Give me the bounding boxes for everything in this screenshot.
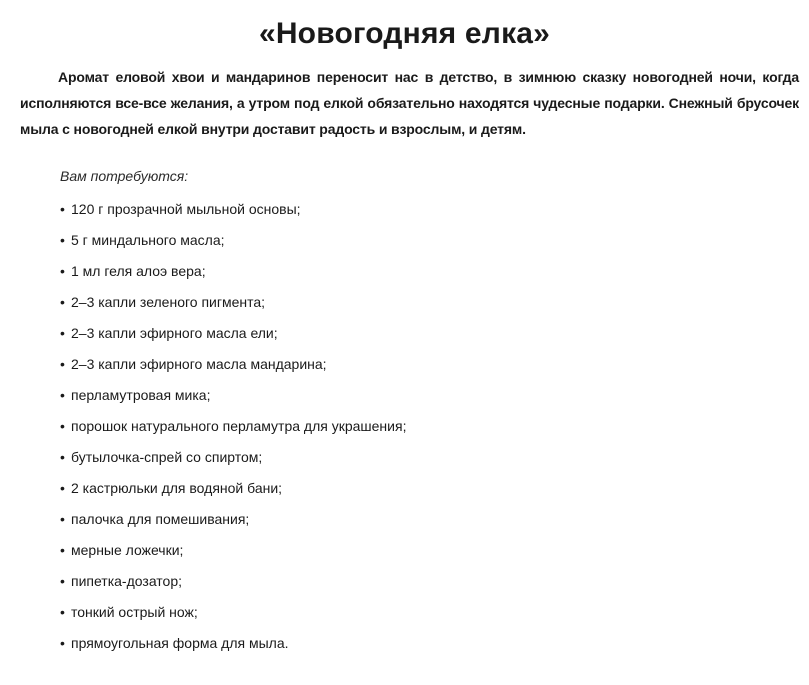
list-item-text: порошок натурального перламутра для украшения; <box>71 418 407 434</box>
bullet-icon: • <box>60 635 65 651</box>
bullet-icon: • <box>60 201 65 217</box>
list-item-text: 2–3 капли зеленого пигмента; <box>71 294 266 310</box>
list-item-text: 2–3 капли эфирного масла мандарина; <box>71 356 327 372</box>
list-item <box>60 413 760 444</box>
list-item-text: 1 мл геля алоэ вера; <box>71 263 206 279</box>
list-item <box>60 537 760 568</box>
bullet-icon: • <box>60 294 65 310</box>
list-item <box>60 351 760 382</box>
list-item-text: пипетка-дозатор; <box>71 573 183 589</box>
bullet-icon: • <box>60 480 65 496</box>
list-item-text: тонкий острый нож; <box>71 604 198 620</box>
ingredients-heading: Вам потребуются: <box>60 168 189 184</box>
list-item-text: 2–3 капли эфирного масла ели; <box>71 325 278 341</box>
bullet-icon: • <box>60 387 65 403</box>
list-item <box>60 506 760 537</box>
list-item <box>60 444 760 475</box>
list-item-text: перламутровая мика; <box>71 387 211 403</box>
bullet-icon: • <box>60 418 65 434</box>
bullet-icon: • <box>60 449 65 465</box>
list-item-text: бутылочка-спрей со спиртом; <box>71 449 263 465</box>
bullet-icon: • <box>60 542 65 558</box>
list-item <box>60 630 760 661</box>
ingredients-list <box>60 196 760 661</box>
bullet-icon: • <box>60 325 65 341</box>
list-item <box>60 227 760 258</box>
bullet-icon: • <box>60 511 65 527</box>
list-item-text: 5 г миндального масла; <box>71 232 225 248</box>
list-item-text: палочка для помешивания; <box>71 511 250 527</box>
bullet-icon: • <box>60 573 65 589</box>
bullet-icon: • <box>60 263 65 279</box>
bullet-icon: • <box>60 356 65 372</box>
list-item <box>60 382 760 413</box>
bullet-icon: • <box>60 232 65 248</box>
list-item <box>60 196 760 227</box>
list-item-text: мерные ложечки; <box>71 542 184 558</box>
list-item-text: прямоугольная форма для мыла. <box>71 635 289 651</box>
intro-paragraph: Аромат еловой хвои и мандаринов переносит нас в детство, в зимнюю сказку новогодней ночи, когда исполняются все-все желания, а утром под елкой обязательно находятся чудесные подарки. Снежный брусочек мыла с новогодней елкой внутри доставит радость и взрослым, и детям. <box>20 69 799 137</box>
list-item <box>60 320 760 351</box>
list-item <box>60 568 760 599</box>
page-title: «Новогодняя елка» <box>258 17 551 50</box>
list-item <box>60 599 760 630</box>
list-item <box>60 475 760 506</box>
list-item <box>60 258 760 289</box>
bullet-icon: • <box>60 604 65 620</box>
list-item-text: 120 г прозрачной мыльной основы; <box>71 201 301 217</box>
list-item <box>60 289 760 320</box>
list-item-text: 2 кастрюльки для водяной бани; <box>71 480 283 496</box>
